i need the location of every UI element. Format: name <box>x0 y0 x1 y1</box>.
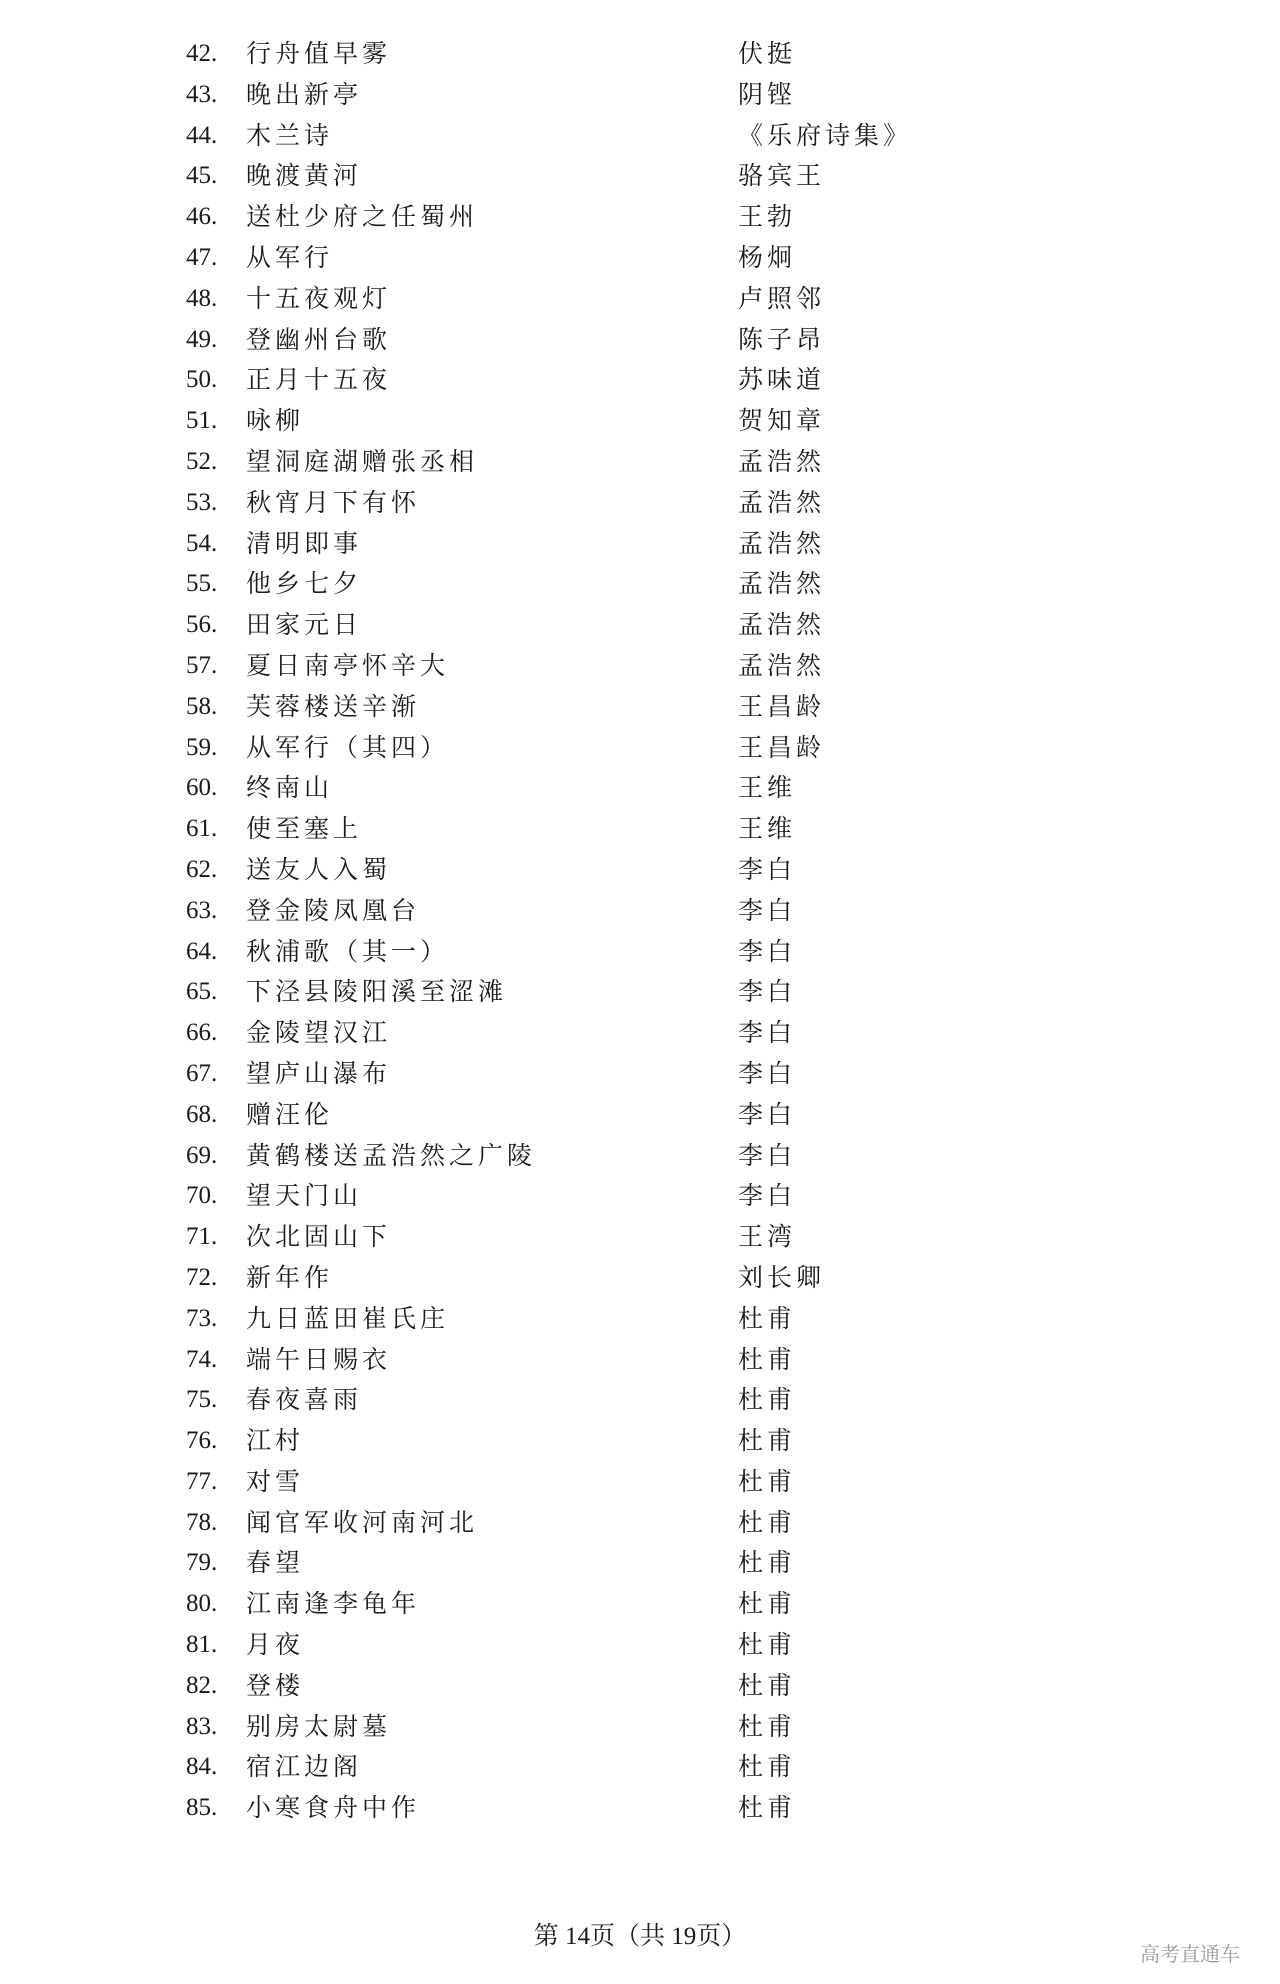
poem-number: 76. <box>186 1427 218 1455</box>
list-item <box>0 850 1280 891</box>
poem-title: 月夜 <box>246 1630 305 1660</box>
poem-title: 望庐山瀑布 <box>246 1058 392 1088</box>
poem-author: 王勃 <box>738 202 797 232</box>
poem-number: 57. <box>186 651 218 679</box>
poem-author: 李白 <box>738 1099 797 1129</box>
list-item <box>0 1666 1280 1707</box>
list-item <box>0 932 1280 973</box>
poem-number: 66. <box>186 1019 218 1047</box>
poem-number: 63. <box>186 896 218 924</box>
list-item <box>0 401 1280 442</box>
poem-author: 杜甫 <box>738 1426 797 1456</box>
poem-number: 67. <box>186 1059 218 1087</box>
list-item <box>0 1176 1280 1217</box>
poem-author: 杜甫 <box>738 1507 797 1537</box>
poem-number: 61. <box>186 815 218 843</box>
list-item <box>0 442 1280 483</box>
poem-number: 73. <box>186 1304 218 1332</box>
list-item <box>0 1340 1280 1381</box>
poem-author: 骆宾王 <box>738 161 826 191</box>
poem-number: 58. <box>186 692 218 720</box>
poem-author: 杜甫 <box>738 1752 797 1782</box>
poem-number: 83. <box>186 1712 218 1740</box>
poem-number: 62. <box>186 855 218 883</box>
poem-number: 85. <box>186 1794 218 1822</box>
poem-author: 孟浩然 <box>738 650 826 680</box>
list-item <box>0 728 1280 769</box>
poem-title: 送友人入蜀 <box>246 854 392 884</box>
poem-number: 80. <box>186 1590 218 1618</box>
list-item <box>0 1503 1280 1544</box>
poem-number: 77. <box>186 1467 218 1495</box>
list-item <box>0 238 1280 279</box>
poem-author: 杜甫 <box>738 1303 797 1333</box>
list-item <box>0 1095 1280 1136</box>
poem-author: 李白 <box>738 895 797 925</box>
poem-title: 十五夜观灯 <box>246 283 392 313</box>
poem-number: 71. <box>186 1223 218 1251</box>
poem-author: 《乐府诗集》 <box>738 120 913 150</box>
list-item <box>0 1543 1280 1584</box>
poem-number: 74. <box>186 1345 218 1373</box>
poem-author: 孟浩然 <box>738 446 826 476</box>
list-item <box>0 116 1280 157</box>
poem-author: 王维 <box>738 773 797 803</box>
poem-author: 阴铿 <box>738 79 797 109</box>
poem-number: 65. <box>186 978 218 1006</box>
poem-title: 送杜少府之任蜀州 <box>246 202 479 232</box>
poem-author: 李白 <box>738 1140 797 1170</box>
list-item <box>0 483 1280 524</box>
list-item <box>0 1421 1280 1462</box>
list-item <box>0 891 1280 932</box>
poem-number: 69. <box>186 1141 218 1169</box>
poem-author: 杜甫 <box>738 1344 797 1374</box>
list-item <box>0 1013 1280 1054</box>
poem-title: 登幽州台歌 <box>246 324 392 354</box>
poem-author: 杜甫 <box>738 1466 797 1496</box>
poem-title: 望洞庭湖赠张丞相 <box>246 446 479 476</box>
poem-author: 杜甫 <box>738 1589 797 1619</box>
poem-author: 王昌龄 <box>738 732 826 762</box>
poem-author: 伏挺 <box>738 39 797 68</box>
poem-title: 秋浦歌（其一） <box>246 936 450 966</box>
poem-title: 使至塞上 <box>246 814 363 844</box>
poem-title: 田家元日 <box>246 610 363 640</box>
poem-title: 下泾县陵阳溪至涩滩 <box>246 977 508 1007</box>
poem-number: 55. <box>186 570 218 598</box>
poem-number: 59. <box>186 733 218 761</box>
list-item <box>0 1462 1280 1503</box>
poem-number: 84. <box>186 1753 218 1781</box>
poem-title: 芙蓉楼送辛渐 <box>246 691 421 721</box>
list-item <box>0 1299 1280 1340</box>
poem-number: 82. <box>186 1671 218 1699</box>
poem-title: 夏日南亭怀辛大 <box>246 650 450 680</box>
poem-title: 从军行（其四） <box>246 732 450 762</box>
poem-title: 秋宵月下有怀 <box>246 487 421 517</box>
list-item <box>0 1707 1280 1748</box>
poem-title: 望天门山 <box>246 1181 363 1211</box>
poem-number: 42. <box>186 40 218 67</box>
poem-author: 李白 <box>738 977 797 1007</box>
poem-number: 64. <box>186 937 218 965</box>
poem-title: 江村 <box>246 1426 305 1456</box>
poem-author: 李白 <box>738 1058 797 1088</box>
poem-number: 52. <box>186 447 218 475</box>
poem-number: 72. <box>186 1263 218 1291</box>
poem-number: 51. <box>186 407 218 435</box>
poem-title: 端午日赐衣 <box>246 1344 392 1374</box>
poem-title: 正月十五夜 <box>246 365 392 395</box>
poem-title: 宿江边阁 <box>246 1752 363 1782</box>
poem-number: 81. <box>186 1631 218 1659</box>
poem-author: 孟浩然 <box>738 569 826 599</box>
poem-title: 闻官军收河南河北 <box>246 1507 479 1537</box>
poem-author: 杜甫 <box>738 1711 797 1741</box>
list-item <box>0 809 1280 850</box>
list-item <box>0 605 1280 646</box>
poem-title: 小寒食舟中作 <box>246 1793 421 1823</box>
list-item <box>0 687 1280 728</box>
poem-author: 苏味道 <box>738 365 826 395</box>
list-item <box>0 524 1280 565</box>
list-item <box>0 1380 1280 1421</box>
list-item <box>0 1625 1280 1666</box>
list-item <box>0 197 1280 238</box>
list-item <box>0 1136 1280 1177</box>
poem-title: 金陵望汉江 <box>246 1018 392 1048</box>
poem-author: 李白 <box>738 1018 797 1048</box>
poem-title: 从军行 <box>246 242 334 272</box>
poem-author: 卢照邻 <box>738 283 826 313</box>
poem-title: 清明即事 <box>246 528 363 558</box>
poem-title: 行舟值早雾 <box>246 39 392 68</box>
poem-number: 50. <box>186 366 218 394</box>
page-number-footer: 第 14页（共 19页） <box>533 1923 747 1950</box>
poem-number: 70. <box>186 1182 218 1210</box>
poem-title: 登楼 <box>246 1670 305 1700</box>
poem-title: 他乡七夕 <box>246 569 363 599</box>
poem-title: 木兰诗 <box>246 120 334 150</box>
poem-title: 九日蓝田崔氏庄 <box>246 1303 450 1333</box>
poem-list <box>0 34 1280 1829</box>
poem-author: 陈子昂 <box>738 324 826 354</box>
poem-title: 终南山 <box>246 773 334 803</box>
poem-number: 44. <box>186 121 218 149</box>
poem-title: 春夜喜雨 <box>246 1385 363 1415</box>
poem-author: 杜甫 <box>738 1385 797 1415</box>
poem-author: 李白 <box>738 854 797 884</box>
list-item <box>0 1788 1280 1829</box>
list-item <box>0 320 1280 361</box>
list-item <box>0 768 1280 809</box>
poem-author: 孟浩然 <box>738 610 826 640</box>
poem-author: 杜甫 <box>738 1630 797 1660</box>
list-item <box>0 75 1280 116</box>
poem-title: 江南逢李龟年 <box>246 1589 421 1619</box>
poem-number: 45. <box>186 162 218 190</box>
poem-title: 别房太尉墓 <box>246 1711 392 1741</box>
list-item <box>0 1054 1280 1095</box>
poem-author: 王维 <box>738 814 797 844</box>
list-item <box>0 1258 1280 1299</box>
poem-author: 李白 <box>738 1181 797 1211</box>
poem-number: 68. <box>186 1100 218 1128</box>
poem-author: 杜甫 <box>738 1548 797 1578</box>
list-item <box>0 1584 1280 1625</box>
list-item <box>0 564 1280 605</box>
poem-number: 78. <box>186 1508 218 1536</box>
list-item <box>0 34 1280 75</box>
poem-title: 新年作 <box>246 1262 334 1292</box>
poem-number: 79. <box>186 1549 218 1577</box>
poem-author: 孟浩然 <box>738 487 826 517</box>
poem-title: 黄鹤楼送孟浩然之广陵 <box>246 1140 537 1170</box>
poem-author: 李白 <box>738 936 797 966</box>
poem-title: 晚出新亭 <box>246 79 363 109</box>
list-item <box>0 156 1280 197</box>
poem-title: 晚渡黄河 <box>246 161 363 191</box>
poem-author: 刘长卿 <box>738 1262 826 1292</box>
poem-title: 登金陵凤凰台 <box>246 895 421 925</box>
poem-author: 孟浩然 <box>738 528 826 558</box>
poem-title: 咏柳 <box>246 406 305 436</box>
poem-title: 赠汪伦 <box>246 1099 334 1129</box>
poem-title: 次北固山下 <box>246 1222 392 1252</box>
poem-number: 46. <box>186 203 218 231</box>
poem-number: 75. <box>186 1386 218 1414</box>
list-item <box>0 1217 1280 1258</box>
poem-author: 王湾 <box>738 1222 797 1252</box>
poem-number: 43. <box>186 80 218 108</box>
list-item <box>0 360 1280 401</box>
list-item <box>0 1747 1280 1788</box>
poem-author: 王昌龄 <box>738 691 826 721</box>
poem-number: 47. <box>186 243 218 271</box>
poem-author: 杨炯 <box>738 242 797 272</box>
poem-number: 60. <box>186 774 218 802</box>
poem-title: 对雪 <box>246 1466 305 1496</box>
poem-author: 杜甫 <box>738 1793 797 1823</box>
poem-title: 春望 <box>246 1548 305 1578</box>
poem-number: 48. <box>186 284 218 312</box>
poem-author: 贺知章 <box>738 406 826 436</box>
list-item <box>0 972 1280 1013</box>
poem-author: 杜甫 <box>738 1670 797 1700</box>
list-item <box>0 646 1280 687</box>
poem-number: 49. <box>186 325 218 353</box>
poem-number: 54. <box>186 529 218 557</box>
poem-number: 53. <box>186 488 218 516</box>
poem-number: 56. <box>186 611 218 639</box>
watermark: 高考直通车 <box>1140 1942 1240 1966</box>
list-item <box>0 279 1280 320</box>
